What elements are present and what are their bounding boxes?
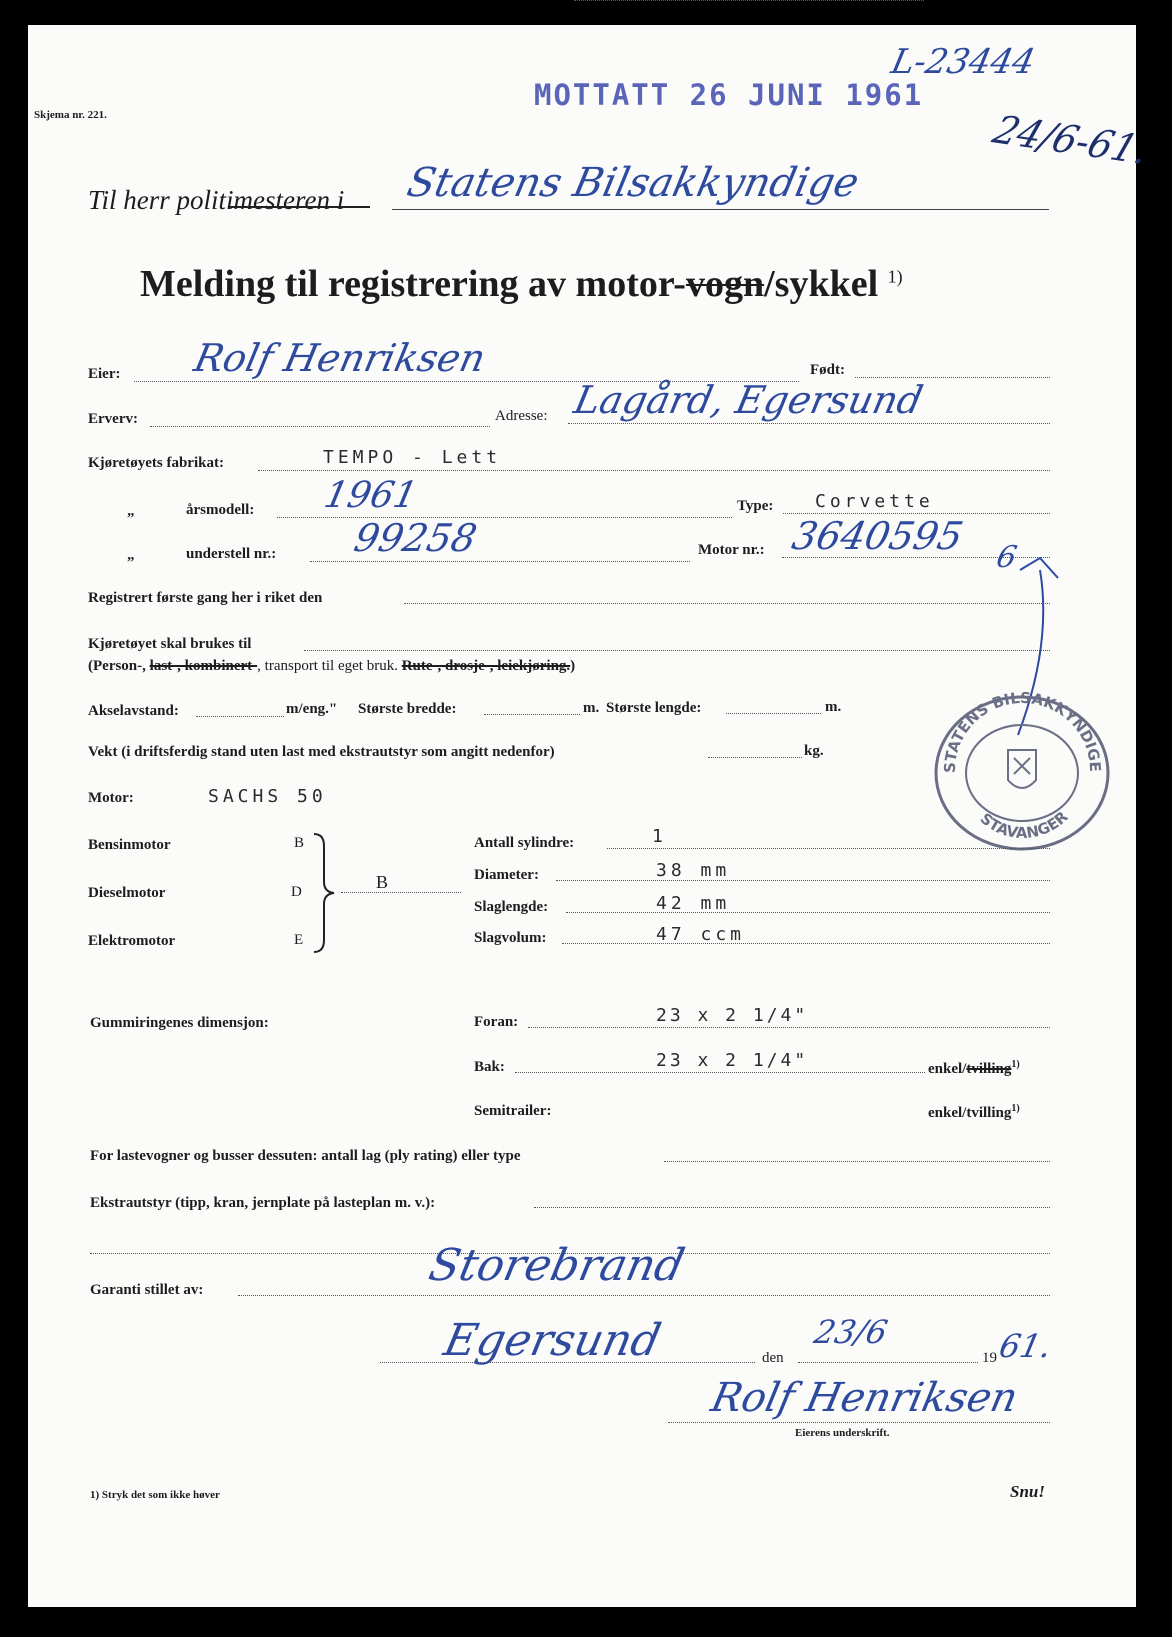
lengde-unit: m. [825,699,842,715]
stamp-text-top: STATENS BILSAKKYNDIGE [940,688,1105,774]
elektro-code: E [294,932,304,948]
adresse-value: Lagård, Egersund [570,378,927,422]
received-stamp: MOTTATT 26 JUNI 1961 [534,78,924,112]
reference-number: L-23444 [887,42,1039,82]
recipient-handwritten: Statens Bilsakkyndige [403,160,863,206]
svg-text:STATENS BILSAKKYNDIGE [941,689,1104,773]
fabrikat-value: TEMPO - Lett [323,447,502,468]
registrert-label: Registrert første gang her i riket den [88,590,323,606]
fabrikat-label: Kjøretøyets fabrikat: [88,455,224,471]
lengde-label: Største lengde: [606,700,702,716]
statens-bilsakkyndige-stamp [930,688,1115,853]
adresse-label: Adresse: [495,408,548,424]
arsmodell-value: 1961 [320,475,421,516]
svg-text:STAVANGER [977,807,1072,842]
slagvolum-label: Slagvolum: [474,930,547,946]
year-prefix: 19 [982,1350,997,1366]
bensin-code: B [294,835,305,851]
understell-value: 99258 [350,516,481,560]
schema-number: Skjema nr. 221. [34,109,107,121]
den-label: den [762,1350,784,1366]
bredde-unit: m. [583,700,600,716]
to-label: Til herr politimesteren i [88,185,345,215]
motor-label: Motor: [88,790,134,806]
garanti-value: Storebrand [424,1240,689,1291]
year-handwritten: 61. [995,1327,1055,1365]
laste-label: For lastevogner og busser dessuten: antall lag (ply rating) eller type [90,1148,521,1164]
diameter-label: Diameter: [474,867,539,883]
aksel-unit: m/eng." [286,701,338,717]
signature-caption: Eierens underskrift. [795,1427,890,1439]
slaglengde-value: 42 mm [656,893,731,914]
motor-type-selected: B [376,872,389,892]
erverv-label: Erverv: [88,411,138,427]
type-value: Corvette [815,491,934,512]
semitrailer-option: enkel/tvilling$^{1)}$ [928,1103,1020,1121]
understell-label: understell nr.: [186,546,277,562]
sylindre-label: Antall sylindre: [474,835,575,851]
received-date: 24/6-61. [987,107,1156,173]
diesel-label: Dieselmotor [88,885,166,901]
motor-type-brace [310,832,340,954]
turn-over: Snu! [1010,1482,1045,1501]
sylindre-value: 1 [652,826,667,847]
date-handwritten: 23/6 [810,1313,891,1351]
elektro-label: Elektromotor [88,933,176,949]
footnote: 1) Stryk det som ikke høver [90,1489,220,1501]
diameter-value: 38 mm [656,860,731,881]
bak-option: enkel/tvilling$^{1)}$ [928,1059,1020,1077]
motor-nr-correction: 6 [993,540,1020,575]
bensin-label: Bensinmotor [88,837,171,853]
bredde-label: Største bredde: [358,701,457,717]
brukes-label: Kjøretøyet skal brukes til [88,636,252,652]
type-label: Type: [737,498,774,514]
eier-label: Eier: [88,366,121,382]
foran-label: Foran: [474,1014,519,1030]
vekt-unit: kg. [804,743,824,759]
vekt-label: Vekt (i driftsferdig stand uten last med ekstrautstyr som angitt nedenfor) [88,744,555,760]
strikethrough-mark [230,203,370,211]
motor-value: SACHS 50 [208,786,327,807]
semitrailer-label: Semitrailer: [474,1103,552,1119]
bak-label: Bak: [474,1059,505,1075]
bak-value: 23 x 2 1/4" [656,1050,809,1071]
motor-nr-label: Motor nr.: [698,542,765,558]
brukes-options: (Person-, last-, kombinert-, transport til eget bruk. Rute-, drosje-, leiekjøring.) [88,658,576,674]
foran-value: 23 x 2 1/4" [656,1005,809,1026]
ditto-mark: „ [127,547,135,563]
fodt-label: Født: [810,362,845,378]
ekstrautstyr-label: Ekstrautstyr (tipp, kran, jernplate på lasteplan m. v.): [90,1195,436,1211]
dekk-dimensjon-label: Gummiringenes dimensjon: [90,1015,269,1031]
diesel-code: D [291,884,302,900]
place-handwritten: Egersund [439,1315,666,1366]
owner-signature: Rolf Henriksen [707,1375,1022,1421]
slagvolum-value: 47 ccm [656,924,746,945]
aksel-label: Akselavstand: [88,703,179,719]
slaglengde-label: Slaglengde: [474,899,549,915]
arsmodell-label: årsmodell: [186,502,255,518]
motor-nr-value: 3640595 [788,514,967,558]
ditto-mark: „ [127,503,135,519]
garanti-label: Garanti stillet av: [90,1282,204,1298]
eier-value: Rolf Henriksen [190,336,490,380]
stamp-text-bottom: STAVANGER [976,807,1072,842]
form-title: Melding til registrering av motor-vogn/sykkel $^{1)}$ [140,263,903,305]
